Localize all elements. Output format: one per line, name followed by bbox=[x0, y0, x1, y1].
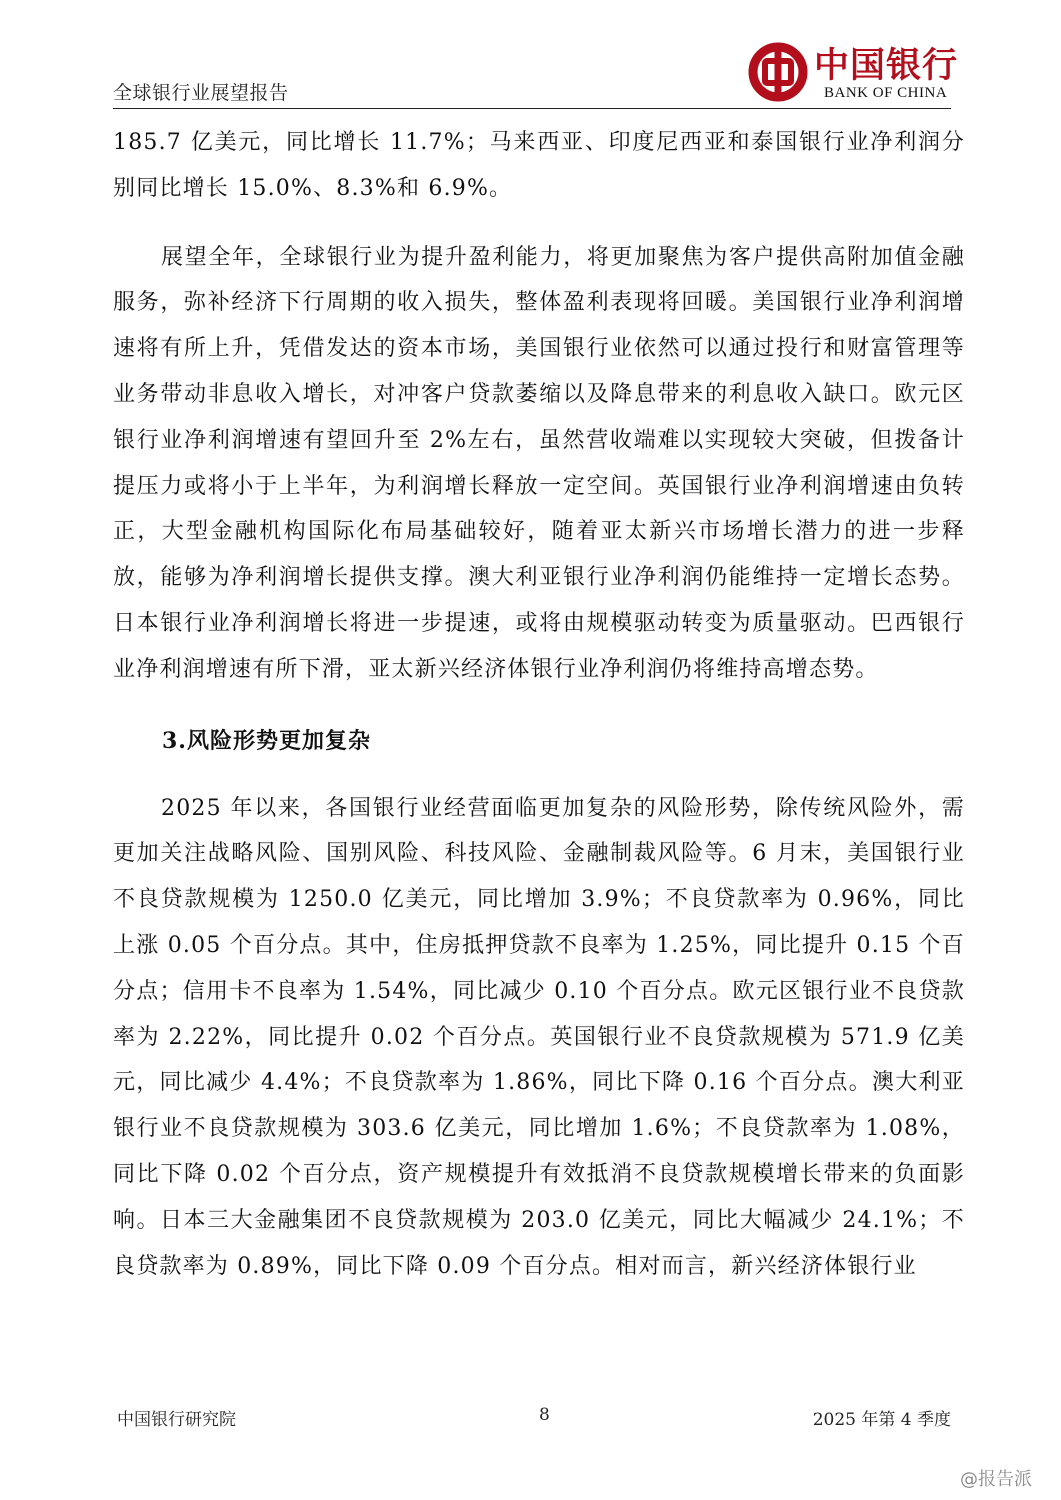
page-footer bbox=[113, 1405, 953, 1435]
page-body bbox=[113, 120, 965, 1289]
footer-institute: 中国银行研究院 bbox=[117, 1410, 236, 1430]
logo-chinese-text: 中国银行 bbox=[814, 45, 959, 86]
logo-english-text: BANK OF CHINA bbox=[824, 85, 948, 101]
bank-of-china-logo bbox=[748, 42, 958, 108]
page-number: 8 bbox=[539, 1405, 550, 1425]
footer-period: 2025 年第 4 季度 bbox=[812, 1410, 951, 1430]
bank-of-china-emblem-icon bbox=[748, 42, 808, 102]
body-paragraph: 185.7 亿美元，同比增长 11.7%；马来西亚、印度尼西亚和泰国银行业净利润分别同比增长 15.0%、8.3%和 6.9%。 bbox=[113, 130, 965, 201]
report-title: 全球银行业展望报告 bbox=[113, 82, 289, 104]
header-divider bbox=[113, 108, 951, 109]
body-paragraph: 展望全年，全球银行业为提升盈利能力，将更加聚焦为客户提供高附加值金融服务，弥补经济下行周期的收入损失，整体盈利表现将回暖。美国银行业净利润增速将有所上升，凭借发达的资本市场，美国银行业依然可以通过投行和财富管理等业务带动非息收入增长，对冲客户贷款萎缩以及降息带来的利息收入缺口。欧元区银行业净利润增速有望回升至 2%左右，虽然营收端难以实现较大突破，但拨备计提压力或将小于上半年，为利润增长释放一定空间。英国银行业净利润增速由负转正，大型金融机构国际化布局基础较好，随着亚太新兴市场增长潜力的进一步释放，能够为净利润增长提供支撑。澳大利亚银行业净利润仍能维持一定增长态势。日本银行业净利润增长将进一步提速，或将由规模驱动转变为质量驱动。巴西银行业净利润增速有所下滑，亚太新兴经济体银行业净利润仍将维持高增态势。 bbox=[113, 244, 965, 682]
page-header bbox=[113, 38, 959, 110]
watermark: @报告派 bbox=[960, 1469, 1032, 1490]
section-heading: 3.风险形势更加复杂 bbox=[162, 727, 371, 754]
body-paragraph: 2025 年以来，各国银行业经营面临更加复杂的风险形势，除传统风险外，需更加关注战略风险、国别风险、科技风险、金融制裁风险等。6 月末，美国银行业不良贷款规模为 1250.0 亿美元，同比增加 3.9%；不良贷款率为 0.96%，同比上涨 0.05 个百分点。其中，住房抵押贷款不良率为 1.25%，同比提升 0.15 个百分点；信用卡不良率为 1.54%，同比减少 0.10 个百分点。欧元区银行业不良贷款率为 2.22%，同比提升 0.02 个百分点。英国银行业不良贷款规模为 571.9 亿美元，同比减少 4.4%；不良贷款率为 1.86%，同比下降 0.16 个百分点。澳大利亚银行业不良贷款规模为 303.6 亿美元，同比增加 1.6%；不良贷款率为 1.08%，同比下降 0.02 个百分点，资产规模提升有效抵消不良贷款规模增长带来的负面影响。日本三大金融集团不良贷款规模为 203.0 亿美元，同比大幅减少 24.1%；不良贷款率为 0.89%，同比下降 0.09 个百分点。相对而言，新兴经济体银行业 bbox=[113, 795, 965, 1279]
